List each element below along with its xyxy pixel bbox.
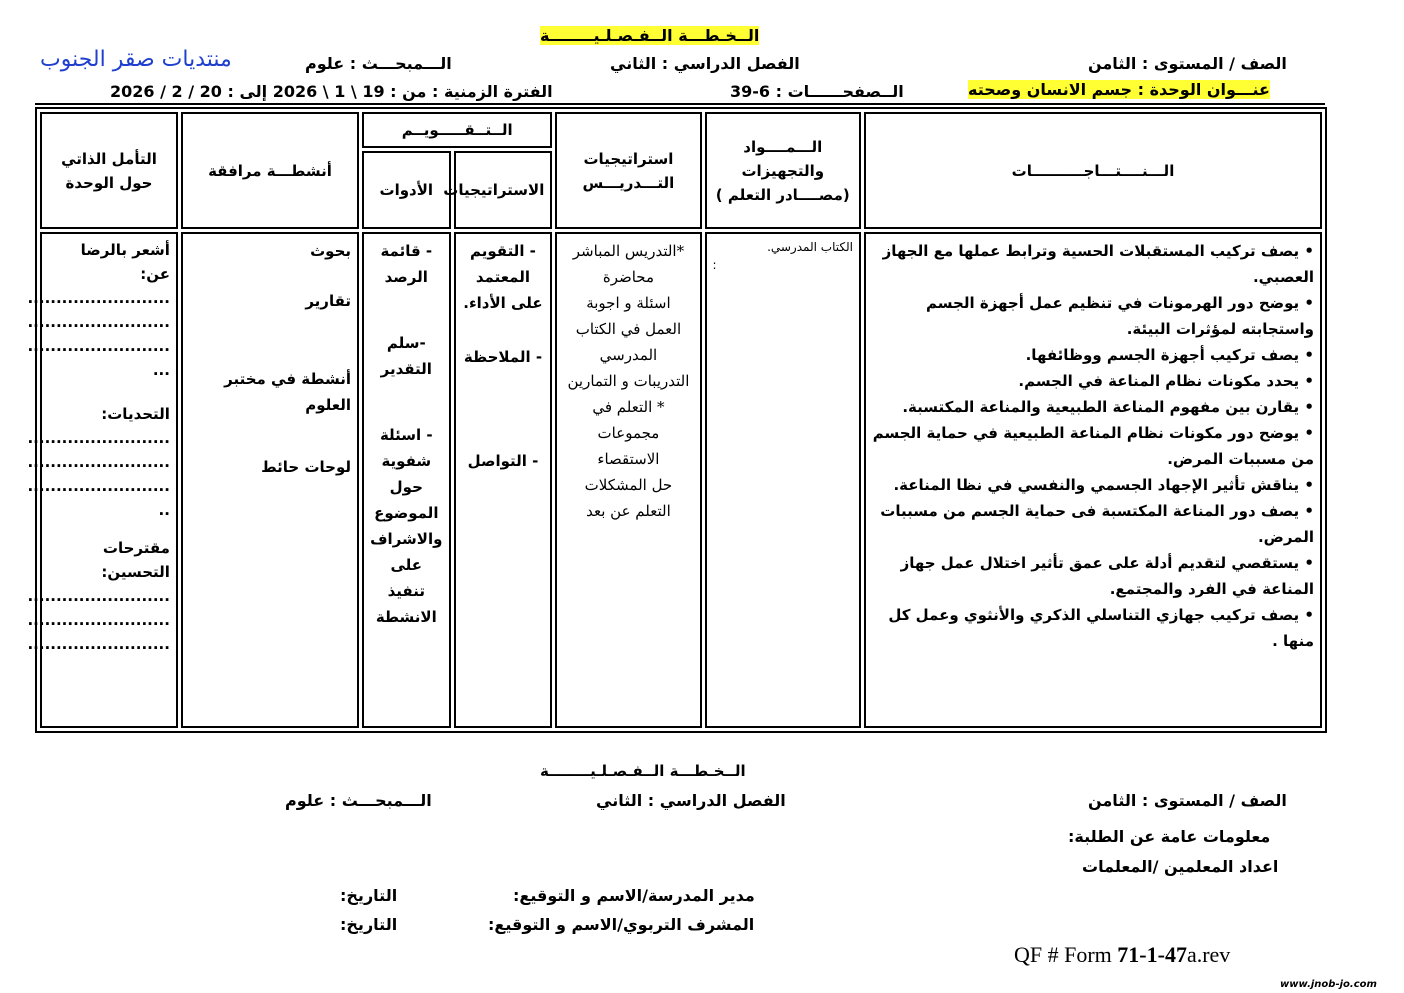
lower-subject-label: الـــمبحـــث : علوم: [285, 791, 432, 810]
outcome-item: • يوضح دور مكونات نظام المناعة الطبيعية في حماية الجسم من مسببات المرض.: [872, 424, 1314, 468]
prepared-by-label: اعداد المعلمين /المعلمات: [1082, 857, 1279, 876]
form-code: [1014, 942, 1230, 968]
eval-tools-cell: [362, 232, 451, 728]
activity-item: أنشطة في مختبر العلوم: [224, 370, 352, 414]
site-name: منتديات صقر الجنوب: [40, 47, 232, 72]
lower-grade-label: الصف / المستوى : الثامن: [1088, 791, 1287, 810]
reflection-dots: .........................: [27, 477, 170, 495]
header-activities: أنشطـــة مرافقة: [181, 112, 359, 229]
outcome-item: • يوضح دور الهرمونات في تنظيم عمل أجهزة الجسم واستجابته لمؤثرات البيئة.: [926, 294, 1314, 338]
header-divider: [35, 103, 1325, 105]
outcome-item: • يصف تركيب جهازي التناسلي الذكري والأنثوي وعمل كل منها .: [888, 606, 1314, 650]
strategy-item: حل المشكلات: [584, 476, 673, 494]
principal-signature-label: مدير المدرسة/الاسم و التوقيع:: [513, 886, 755, 905]
reflection-dots: .........................: [27, 587, 170, 605]
teaching-strategies-cell: [555, 232, 701, 728]
header-evaluation: الــتــقـــــويــم: [362, 112, 552, 148]
header-eval-strategies: الاستراتيجيات: [454, 151, 553, 229]
strategy-item: التعلم عن بعد: [586, 502, 671, 520]
strategy-item: محاضرة: [602, 268, 655, 286]
strategy-item: الاستقصاء: [597, 450, 660, 468]
reflection-dots: .........................: [27, 337, 170, 355]
lower-plan-title: الــخـطـــة الــفـصـلـيــــــــة: [540, 762, 746, 780]
activity-item: بحوث: [310, 242, 352, 260]
lower-semester-label: الفصل الدراسي : الثاني: [596, 791, 786, 810]
reflection-dots: .........................: [27, 453, 170, 471]
supervisor-date-label: التاريخ:: [340, 915, 398, 934]
material-item: الكتاب المدرسي.: [767, 240, 853, 254]
semester-label: الفصل الدراسي : الثاني: [610, 54, 800, 73]
reflection-suggestions-label: مقترحات التحسين:: [101, 539, 170, 581]
activity-item: لوحات حائط: [261, 458, 352, 476]
plan-table: [27, 107, 1327, 733]
header-teaching-strategies: استراتيجيات التـــدريـــس: [555, 112, 701, 229]
outcome-item: • يصف تركيب المستقبلات الحسية وترابط عملها مع الجهاز العصبي.: [882, 242, 1314, 286]
eval-tool-item: -سلم التقدير: [380, 334, 432, 378]
period-label: الفترة الزمنية : من : 19 \ 1 \ 2026 إلى : 20 / 2 / 2026: [110, 82, 553, 101]
plan-title: الــخـطـــة الــفـصـلـيــــــــة: [540, 26, 760, 45]
eval-strategy-item: - التقويم المعتمد على الأداء.: [463, 242, 543, 312]
subject-label: الـــمبحـــث : علوم: [305, 54, 452, 73]
strategy-item: العمل في الكتاب المدرسي: [575, 320, 682, 364]
strategy-item: *التدريس المباشر: [572, 242, 685, 260]
eval-strategy-item: - التواصل: [467, 452, 539, 470]
reflection-satisfied-label: أشعر بالرضا عن:: [80, 241, 170, 283]
reflection-dots: .........................: [27, 313, 170, 331]
outcomes-cell: [864, 232, 1322, 728]
materials-cell: [705, 232, 861, 728]
form-code-number: 71-1-47: [1117, 942, 1187, 967]
outcome-item: • يصف دور المناعة المكتسبة فى حماية الجسم من مسببات المرض.: [880, 502, 1314, 546]
header-eval-tools: الأدوات: [362, 151, 451, 229]
form-code-prefix: QF # Form: [1014, 942, 1118, 967]
strategy-item: التدريبات و التمارين: [567, 372, 690, 390]
outcome-item: • يناقش تأثير الإجهاد الجسمي والنفسي في نظا المناعة.: [893, 476, 1314, 494]
eval-strategy-item: - الملاحظة: [463, 348, 543, 366]
strategy-item: * التعلم في مجموعات: [592, 398, 665, 442]
reflection-dots: .........................: [27, 429, 170, 447]
form-code-suffix: a.rev: [1186, 942, 1231, 967]
header-reflection: التأمل الذاتي حول الوحدة: [40, 112, 178, 229]
activity-item: تقارير: [305, 292, 352, 310]
eval-strategies-cell: [454, 232, 553, 728]
principal-date-label: التاريخ:: [340, 886, 398, 905]
activities-cell: [181, 232, 359, 728]
pages-label: الــصفحــــــات : 6-39: [730, 82, 904, 101]
footer-url: www.jnob-jo.com: [1280, 979, 1377, 990]
header-materials: الـــمــــواد والتجهيزات (مصــــادر التعلم ): [705, 112, 861, 229]
supervisor-signature-label: المشرف التربوي/الاسم و التوقيع:: [488, 915, 755, 934]
reflection-dots: .........................: [27, 635, 170, 653]
header-outcomes: الـــنــــتـــاجــــــــــات: [864, 112, 1322, 229]
outcome-item: • يحدد مكونات نظام المناعة في الجسم.: [1018, 372, 1314, 390]
unit-title: عنـــوان الوحدة : جسم الانسان وصحته: [968, 80, 1270, 99]
reflection-dots: ..: [158, 501, 170, 519]
reflection-dots: ...: [152, 361, 170, 379]
eval-tool-item: - قائمة الرصد: [380, 242, 433, 286]
outcome-item: • يقارن بين مفهوم المناعة الطبيعية والمناعة المكتسبة.: [902, 398, 1314, 416]
reflection-dots: .........................: [27, 611, 170, 629]
outcome-item: • يستقصي لتقديم أدلة على عمق تأثير اختلال عمل جهاز المناعة في الفرد والمجتمع.: [900, 554, 1314, 598]
strategy-item: اسئلة و اجوبة: [586, 294, 671, 312]
material-item: :: [712, 258, 717, 272]
eval-tool-item: - اسئلة شفوية حول الموضوع والاشراف على تنفيذ الانشطة: [370, 426, 443, 626]
reflection-cell: [27, 232, 178, 728]
reflection-dots: .........................: [27, 289, 170, 307]
grade-label: الصف / المستوى : الثامن: [1088, 54, 1287, 73]
outcome-item: • يصف تركيب أجهزة الجسم ووظائفها.: [1025, 346, 1314, 364]
general-info-label: معلومات عامة عن الطلبة:: [1068, 827, 1271, 846]
reflection-challenges-label: التحديات:: [101, 405, 170, 423]
